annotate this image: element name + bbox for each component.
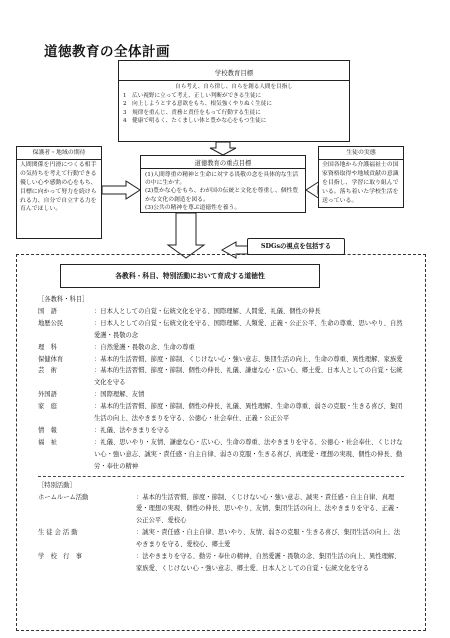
list-item [38, 437, 404, 473]
item-text: ：礼儀、思いやり・友情、謙虚な心・広い心、生命の尊重、法やきまりを守る、公徳心・社会奉仕、くじけない心・強い意志、誠実・責任感・自主自律、弱さの克服・生きる喜び、真理愛・理想の実現、個性の伸長、勤労・奉仕の精神 [94, 438, 403, 470]
sdgs-label: SDGsの視点を包括する [247, 238, 345, 255]
item-label: 理 科 [38, 343, 57, 351]
special-activity-list [38, 492, 404, 575]
item-text: ：日本人としての自覚・伝統文化を守る、国際理解、人間愛、礼儀、個性の伸長 [94, 307, 321, 315]
item-label: 芸 術 [38, 367, 57, 375]
school-goal-line: 4 健康で明るく、たくましい体と豊かな心をもつ生徒に [123, 118, 267, 125]
subjects-heading: 各教科・科目、特別活動において育成する道徳性 [60, 264, 320, 288]
central-goal-list [141, 169, 305, 214]
item-label: 情 報 [38, 426, 57, 434]
item-text: ：法やきまりを守る、勤労・奉仕の精神、自然愛護・畏敬の念、集団生活の向上、異性理解、家族愛、くじけない心・強い意志、郷土愛、日本人としての自覚・伝統文化を守る [136, 553, 401, 572]
item-label: 生 徒 会 活 動 [38, 529, 78, 537]
arrow-left-to-central [102, 181, 140, 199]
item-label: 福 祉 [38, 438, 57, 446]
page-title: 道徳教育の全体計画 [44, 44, 170, 60]
item-text: ：自然愛護・畏敬の念、生命の尊重 [94, 343, 195, 351]
item-text: ：基本的生活習慣、節度・節制、くじけない心・強い意志、誠実・責任感・自主自律、真理愛・理想の実現、個性の伸長、思いやり、友情、集団生活の向上、法やきまりを守る、正義・公正公平、愛校心 [136, 493, 401, 525]
list-item [38, 551, 404, 575]
item-label: 地歴公民 [38, 319, 64, 327]
subjects-section-label: ［各教科・科目］ [38, 296, 89, 303]
list-item [38, 492, 404, 528]
item-text: ：誠実・責任感・自主自律、思いやり、友情、弱さの克服・生きる喜び、集団生活の向上、法やきまりを守る、愛校心、郷土愛 [136, 529, 401, 549]
parent-community-text: 人間関係を円滑につくる相手の気持ちを考えて行動できる優しい心や感動の心をもち、目標に向かって努力を続けられる力、自分で自立する力を育んでほしい。 [20, 161, 97, 213]
item-label: 国 語 [38, 307, 57, 315]
subject-list [38, 306, 404, 473]
list-item [38, 365, 404, 389]
item-label: 保健体育 [38, 355, 64, 363]
parent-community-box [16, 146, 102, 239]
item-text: ：国際理解、友情 [94, 391, 145, 399]
central-goal-box [140, 155, 306, 213]
school-goal-box [118, 60, 350, 142]
arrow-central-to-subjects [168, 213, 204, 258]
list-item [38, 389, 404, 401]
student-status-heading: 生徒の実態 [319, 147, 403, 160]
school-goal-list [119, 81, 349, 126]
list-item [38, 425, 404, 437]
item-label: ホームルーム活動 [38, 493, 89, 501]
list-item [38, 306, 404, 318]
item-text: ：礼儀、法やきまりを守る [94, 426, 170, 434]
item-label: 外国語 [38, 391, 57, 399]
central-goal-item: (3)公共の精神を尊ぶ道徳性を養う。 [145, 204, 241, 211]
special-section-label: ［特別活動］ [38, 481, 76, 489]
parent-community-heading: 保護者・地域の期待 [17, 147, 101, 160]
central-goal-heading: 道徳教育の重点目標 [141, 156, 305, 169]
list-item [38, 401, 404, 425]
item-text: ：日本人としての自覚・伝統文化を守る、国際理解、人類愛、正義・公正公平、生命の尊重、思いやり、自然愛護・畏敬の念 [94, 319, 403, 339]
school-goal-line: 2 向上しようとする意欲をもち、根気強くやりぬく生徒に [123, 101, 272, 108]
school-goal-line: 3 規律を重んじ、責務と責任をもって行動する生徒に [123, 109, 261, 116]
list-item [38, 318, 404, 342]
item-text: ：基本的生活習慣、節度・節制、くじけない心・強い意志、集団生活の向上、生命の尊重、異性理解、家族愛 [94, 355, 403, 363]
central-goal-item: (1)人間尊重の精神と生命に対する畏敬の念を具体的な生活の中に生かす。 [145, 172, 299, 187]
arrow-goal-to-central [210, 142, 236, 155]
item-label: 学 校 行 事 [38, 553, 83, 561]
school-goal-line: 自ら考え、自ら律し、自らを創る人間を目指し [175, 84, 293, 90]
list-item [38, 342, 404, 354]
item-text: ：基本的生活習慣、節度・節制、個性の伸長、礼儀、謙虚な心・広い心、郷土愛、日本人としての自覚・伝統文化を守る [94, 367, 403, 387]
subjects-content [38, 294, 404, 575]
student-status-box [318, 146, 404, 208]
item-text: ：基本的生活習慣、節度・節制、個性の伸長、礼儀、異性理解、生命の尊重、弱さの克服・生きる喜び、集団生活の向上、法やきまりを守る、公徳心・社会奉仕、正義・公正公平 [94, 403, 403, 423]
student-status-text: 全国各地から介護福祉士の国家資格取得や地域貢献の意識を目指し、学習に取り組んでいる。落ち着いた学校生活を送っている。 [322, 161, 399, 204]
list-item [38, 354, 404, 366]
list-item [38, 527, 404, 551]
divider [38, 476, 404, 477]
item-label: 家 庭 [38, 403, 57, 411]
central-goal-item: (2)豊かな心をもち、わが国の伝統と文化を尊重し、個性豊かな文化の創造を図る。 [145, 188, 299, 203]
school-goal-line: 1 広い視野に立って考え、正しい判断ができる生徒に [123, 92, 262, 99]
school-goal-heading: 学校教育目標 [214, 69, 254, 77]
